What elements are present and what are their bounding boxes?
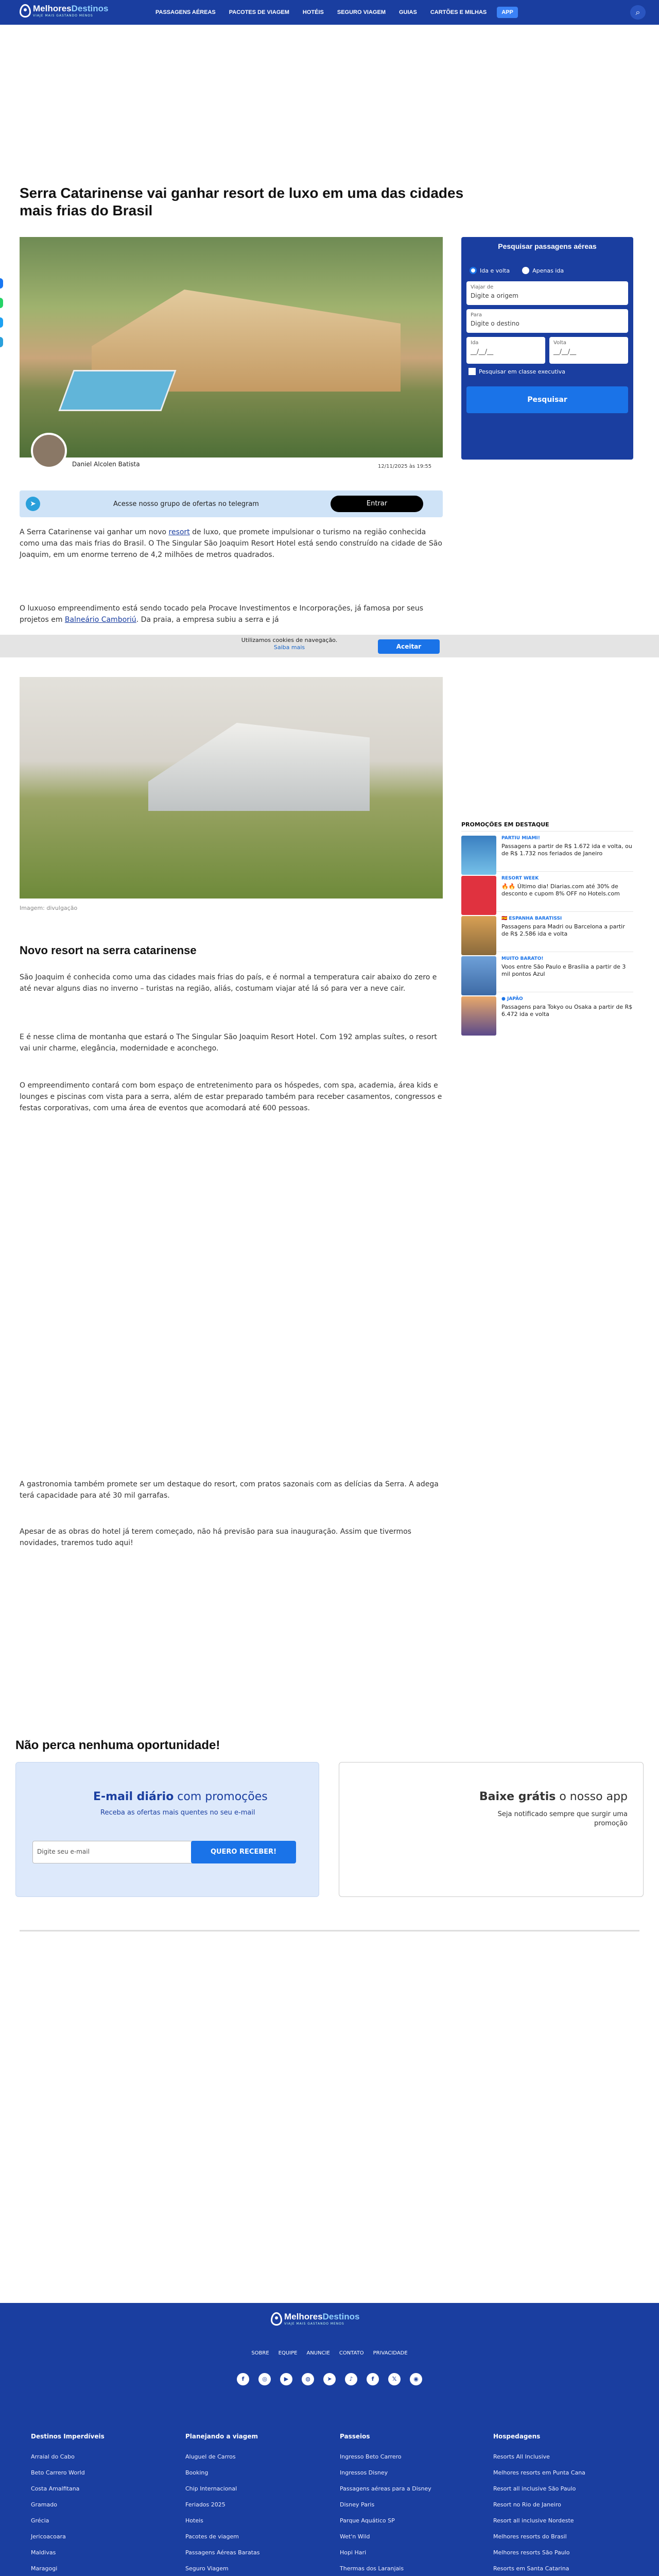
- nav-item-passagens[interactable]: PASSAGENS AÉREAS: [155, 9, 216, 15]
- p2-text-b: . Da praia, a empresa subiu a serra e já: [136, 616, 279, 624]
- x-icon[interactable]: 𝕏: [388, 2373, 401, 2385]
- col-title: Hospedagens: [493, 2433, 541, 2440]
- footer-link[interactable]: Maldivas: [31, 2549, 56, 2556]
- share-bar: [0, 278, 3, 357]
- promo-text: 🔥🔥 Último dia! Diarias.com até 30% de desconto e cupom 8% OFF no Hotels.com: [501, 883, 620, 897]
- app-title-b: o nosso app: [556, 1790, 628, 1803]
- executive-class-checkbox[interactable]: [469, 368, 476, 375]
- footer-col-hospedagens: [493, 2433, 596, 2576]
- footer-link-privacidade[interactable]: PRIVACIDADE: [373, 2350, 408, 2356]
- brand-name-b: Destinos: [71, 3, 109, 13]
- search-widget-title: Pesquisar passagens aéreas: [498, 242, 597, 250]
- promo-text: Passagens a partir de R$ 1.672 ida e volta, ou de R$ 1.732 nos feriados de Janeiro: [501, 843, 632, 857]
- facebook-share-icon[interactable]: [0, 278, 3, 289]
- article-title: Serra Catarinense vai ganhar resort de luxo em uma das cidades mais frias do Brasil: [20, 185, 464, 218]
- footer-link[interactable]: Gramado: [31, 2501, 57, 2508]
- promo-thumbnail: [461, 836, 496, 875]
- col-title: Planejando a viagem: [185, 2433, 258, 2440]
- resort-link[interactable]: resort: [168, 528, 190, 536]
- telegram-icon: ➤: [26, 497, 40, 511]
- email-subtitle: Receba as ofertas mais quentes no seu e-mail: [100, 1809, 255, 1817]
- email-signup-card: [15, 1762, 319, 1897]
- oneway-label: Apenas ida: [532, 267, 564, 274]
- col-title: Destinos Imperdíveis: [31, 2433, 105, 2440]
- cookie-learn-more-link[interactable]: Saiba mais: [273, 644, 305, 651]
- paragraph-7: Apesar de as obras do hotel já terem começado, não há previsão para sua inauguração. Assim que tivermos novidades, traremos tudo aqui!: [20, 1528, 411, 1547]
- newsletter-heading: Não perca nenhuma oportunidade!: [15, 1738, 220, 1752]
- promo-tag: RESORT WEEK: [501, 876, 539, 881]
- pool-illustration: [58, 370, 176, 411]
- footer-link-sobre[interactable]: SOBRE: [251, 2350, 269, 2356]
- social-icons: [0, 2373, 659, 2385]
- footer-link[interactable]: Resort all inclusive Nordeste: [493, 2517, 574, 2524]
- featured-promotions: [461, 821, 633, 1029]
- footer-link[interactable]: Feriados 2025: [185, 2501, 226, 2508]
- departure-date-field[interactable]: [466, 337, 545, 364]
- cookie-text: Utilizamos cookies de navegação.: [241, 637, 338, 643]
- site-logo[interactable]: [20, 4, 108, 18]
- subscribe-button[interactable]: QUERO RECEBER!: [191, 1841, 296, 1863]
- footer-col-planejando: [185, 2433, 288, 2576]
- col-title: Passeios: [340, 2433, 370, 2440]
- footer-tagline: VIAJE MAIS GASTANDO MENOS: [284, 2321, 344, 2326]
- paragraph-3: São Joaquim é conhecida como uma das cidades mais frias do país, e é normal a temperatura cair abaixo do zero e até nevar alguns dias no inverno – turistas na região, aliás, costumam viajar até lá só para ver a neve cair.: [20, 973, 437, 993]
- flight-search-widget: [461, 237, 633, 460]
- footer-brand-a: Melhores: [284, 2311, 323, 2321]
- paragraph-6: A gastronomia também promete ser um destaque do resort, com pratos sazonais com as delícias da Serra. A adega terá capacidade para até 30 mil garrafas.: [20, 1480, 439, 1500]
- footer-link[interactable]: Maragogi: [31, 2565, 58, 2572]
- departure-label: Ida: [471, 340, 479, 346]
- origin-placeholder: Digite a origem: [471, 292, 518, 299]
- paragraph-4: E é nesse clima de montanha que estará o The Singular São Joaquim Resort Hotel. Com 192 amplas suítes, o resort vai unir charme, elegância, modernidade e aconchego.: [20, 1033, 437, 1053]
- promo-thumbnail: [461, 956, 496, 995]
- footer-link[interactable]: Grécia: [31, 2517, 49, 2524]
- app-title-a: Baixe grátis: [479, 1790, 556, 1803]
- footer-brand-b: Destinos: [322, 2311, 360, 2321]
- footer-link[interactable]: Ingresso Beto Carrero: [340, 2453, 402, 2460]
- footer-link[interactable]: Resort all inclusive São Paulo: [493, 2485, 576, 2492]
- footer-logo[interactable]: [271, 2312, 359, 2326]
- footer-link[interactable]: Resort no Rio de Janeiro: [493, 2501, 561, 2508]
- promo-thumbnail: [461, 876, 496, 915]
- cookie-accept-button[interactable]: Aceitar: [378, 639, 440, 654]
- brand-tagline: VIAJE MAIS GASTANDO MENOS: [33, 13, 93, 18]
- app-download-card[interactable]: [339, 1762, 644, 1897]
- facebook-alt-icon[interactable]: f: [367, 2373, 379, 2385]
- paragraph-2: [20, 603, 443, 625]
- footer-link[interactable]: Hoteis: [185, 2517, 203, 2524]
- footer-link[interactable]: Arraial do Cabo: [31, 2453, 75, 2460]
- footer-links: [0, 2350, 659, 2356]
- avatar[interactable]: [31, 433, 67, 469]
- hero-image: [20, 237, 443, 457]
- twitter-share-icon[interactable]: [0, 317, 3, 328]
- footer-link[interactable]: Seguro Viagem: [185, 2565, 229, 2572]
- footer-link[interactable]: Aluguel de Carros: [185, 2453, 236, 2460]
- origin-label: Viajar de: [471, 284, 494, 290]
- p1-text-b: de luxo, que promete impulsionar o turismo na região conhecida como uma das mais frias do Brasil. O The Singular São Joaquim Resort Hotel está sendo construído na cidade de São Joaquim, em um enorme terreno de 4,2 milhões de metros quadrados.: [20, 528, 442, 559]
- footer-link[interactable]: Passagens Aéreas Baratas: [185, 2549, 260, 2556]
- image-caption: Imagem: divulgação: [20, 905, 78, 911]
- footer-link[interactable]: Resorts em Santa Catarina: [493, 2565, 569, 2572]
- footer-link[interactable]: Wet'n Wild: [340, 2533, 370, 2540]
- roundtrip-radio[interactable]: [470, 267, 477, 274]
- list-item[interactable]: [461, 992, 633, 1029]
- search-icon[interactable]: ⌕: [630, 5, 646, 20]
- cookie-banner: [0, 635, 659, 657]
- footer-link[interactable]: Resorts All Inclusive: [493, 2453, 550, 2460]
- promo-tag: PARTIU MIAMI!: [501, 836, 540, 841]
- footer-link[interactable]: Melhores resorts do Brasil: [493, 2533, 567, 2540]
- promo-text: Passagens para Tokyo ou Osaka a partir de R$ 6.472 ida e volta: [501, 1004, 633, 1018]
- email-title-a: E-mail diário: [93, 1790, 174, 1803]
- list-item[interactable]: [461, 911, 633, 948]
- email-title-b: com promoções: [174, 1790, 268, 1803]
- balneario-link[interactable]: Balneário Camboriú: [64, 616, 136, 624]
- footer-link[interactable]: Thermas dos Laranjais: [340, 2565, 404, 2572]
- author-block: [31, 433, 140, 469]
- nav-item-seguro[interactable]: SEGURO VIAGEM: [337, 9, 386, 15]
- paragraph-5: O empreendimento contará com bom espaço de entretenimento para os hóspedes, com spa, academia, área kids e lounges e piscinas com vista para a serra, além de estar preparado também para receber casamentos, congressos e festas corporativas, com uma área de eventos que acomodará até 600 pessoas.: [20, 1081, 442, 1112]
- departure-placeholder: __/__/__: [471, 348, 494, 355]
- footer-link[interactable]: Chip Internacional: [185, 2485, 237, 2492]
- instagram-icon[interactable]: ◎: [258, 2373, 271, 2385]
- destination-placeholder: Digite o destino: [471, 320, 519, 327]
- whatsapp-icon[interactable]: ◍: [302, 2373, 314, 2385]
- footer-link-anuncie[interactable]: ANUNCIE: [306, 2350, 330, 2356]
- promo-tag: 🇪🇸 ESPANHA BARATISSI: [501, 916, 562, 921]
- promo-text: Voos entre São Paulo e Brasília a partir de 3 mil pontos Azul: [501, 963, 626, 977]
- destination-field[interactable]: [466, 309, 628, 333]
- destination-label: Para: [471, 312, 482, 318]
- origin-field[interactable]: [466, 281, 628, 305]
- promo-tag: ● JAPÃO: [501, 996, 523, 1002]
- list-item[interactable]: [461, 831, 633, 868]
- return-date-field[interactable]: [549, 337, 628, 364]
- telegram-join-button[interactable]: [331, 496, 423, 512]
- footer-col-destinos: [31, 2433, 134, 2576]
- hotel-building-illustration: [148, 713, 370, 811]
- p2-text-a: O luxuoso empreendimento está sendo tocado pela Procave Investimentos e Incorporações, já famosa por seus projetos em: [20, 604, 424, 624]
- telegram-banner: [20, 490, 443, 517]
- section-heading: Novo resort na serra catarinense: [20, 944, 197, 957]
- tiktok-icon[interactable]: ♪: [345, 2373, 357, 2385]
- top-navbar: [0, 0, 659, 25]
- divider: [20, 1930, 639, 1931]
- footer-link[interactable]: Passagens aéreas para a Disney: [340, 2485, 431, 2492]
- return-placeholder: __/__/__: [553, 348, 577, 355]
- paragraph-1: [20, 527, 443, 561]
- nav-item-pacotes[interactable]: PACOTES DE VIAGEM: [229, 9, 289, 15]
- footer-link[interactable]: Jericoacoara: [31, 2533, 66, 2540]
- footer-link[interactable]: Melhores resorts São Paulo: [493, 2549, 570, 2556]
- nav-item-guias[interactable]: GUIAS: [398, 9, 417, 15]
- footer-link[interactable]: Costa Amalfitana: [31, 2485, 80, 2492]
- promo-thumbnail: [461, 996, 496, 1036]
- footer-link[interactable]: Booking: [185, 2469, 209, 2476]
- telegram-icon[interactable]: ➤: [323, 2373, 336, 2385]
- whatsapp-share-icon[interactable]: [0, 298, 3, 308]
- return-label: Volta: [553, 340, 567, 346]
- promo-text: Passagens para Madri ou Barcelona a partir de R$ 2.586 ida e volta: [501, 923, 625, 937]
- footer-col-passeios: [340, 2433, 443, 2576]
- search-flights-button[interactable]: Pesquisar: [466, 386, 628, 413]
- nav-item-hoteis[interactable]: HOTÉIS: [302, 9, 324, 15]
- site-footer: [0, 2303, 659, 2576]
- footer-link[interactable]: Disney Paris: [340, 2501, 375, 2508]
- brand-name-a: Melhores: [33, 3, 72, 13]
- telegram-button-label: Entrar: [366, 500, 388, 507]
- location-pin-icon: [271, 2312, 282, 2326]
- promo-tag: MUITO BARATO!: [501, 956, 544, 961]
- nav-item-cartoes[interactable]: CARTÕES E MILHAS: [430, 9, 487, 15]
- executive-class-label: Pesquisar em classe executiva: [479, 368, 565, 375]
- footer-link[interactable]: Pacotes de viagem: [185, 2533, 239, 2540]
- telegram-share-icon[interactable]: [0, 337, 3, 347]
- app-subtitle: Seja notificado sempre que surgir uma promoção: [497, 1810, 628, 1827]
- publish-date: 12/11/2025 às 19:55: [378, 464, 432, 469]
- main-nav: [155, 0, 531, 25]
- p1-text-a: A Serra Catarinense vai ganhar um novo: [20, 528, 169, 536]
- footer-link[interactable]: Parque Aquático SP: [340, 2517, 395, 2524]
- author-name[interactable]: Daniel Alcolen Batista: [72, 461, 140, 468]
- footer-link[interactable]: Beto Carrero World: [31, 2469, 85, 2476]
- oneway-radio[interactable]: [522, 267, 529, 274]
- location-pin-icon: [20, 4, 31, 18]
- list-item[interactable]: [461, 952, 633, 989]
- email-field[interactable]: Digite seu e-mail: [32, 1841, 207, 1863]
- rss-icon[interactable]: ◉: [410, 2373, 422, 2385]
- nav-app-button[interactable]: APP: [497, 7, 518, 18]
- footer-link-equipe[interactable]: EQUIPE: [278, 2350, 298, 2356]
- footer-link[interactable]: Ingressos Disney: [340, 2469, 388, 2476]
- roundtrip-label: Ida e volta: [480, 267, 510, 274]
- facebook-icon[interactable]: f: [237, 2373, 249, 2385]
- footer-link[interactable]: Melhores resorts em Punta Cana: [493, 2469, 585, 2476]
- list-item[interactable]: [461, 871, 633, 908]
- promo-thumbnail: [461, 916, 496, 955]
- promos-title: PROMOÇÕES EM DESTAQUE: [461, 821, 549, 828]
- footer-link-contato[interactable]: CONTATO: [339, 2350, 364, 2356]
- article-image: [20, 677, 443, 899]
- footer-link[interactable]: Hopi Hari: [340, 2549, 367, 2556]
- telegram-text: Acesse nosso grupo de ofertas no telegram: [113, 500, 259, 508]
- youtube-icon[interactable]: ▶: [280, 2373, 292, 2385]
